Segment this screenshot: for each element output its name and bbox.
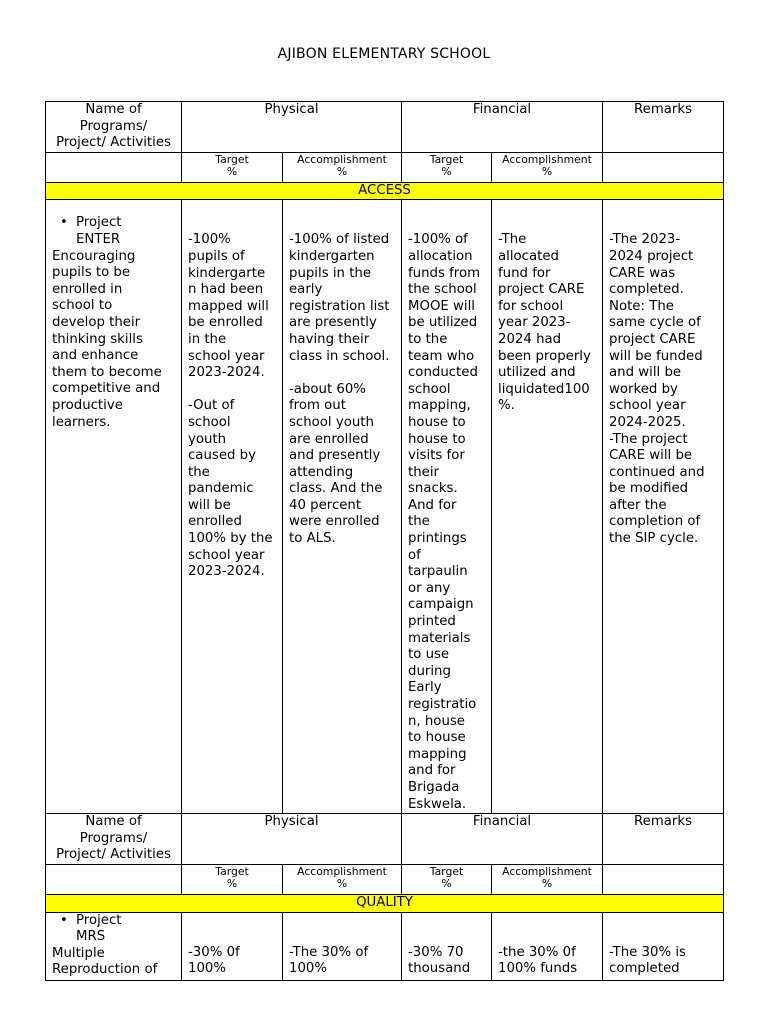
section-band-access <box>46 182 724 200</box>
page-title: AJIBON ELEMENTARY SCHOOL <box>277 46 491 62</box>
project-name: • Project ENTER <box>52 215 175 248</box>
subheader-financial-accomplishment: Accomplishment % <box>492 152 603 182</box>
subheader-physical-accomplishment: Accomplishment % <box>283 152 402 182</box>
project-name: • Project MRS <box>52 913 175 946</box>
subheader-physical-target: Target % <box>182 864 283 894</box>
project-description: Multiple Reproduction of <box>52 945 158 978</box>
remarks-cell: -The 30% is completed <box>603 912 724 980</box>
table-header-row <box>46 102 724 153</box>
table-row <box>46 200 724 814</box>
header-remarks: Remarks <box>603 814 724 865</box>
header-remarks: Remarks <box>603 102 724 153</box>
table-header-row <box>46 814 724 865</box>
table-row <box>46 912 724 980</box>
subheader-financial-accomplishment: Accomplishment % <box>492 864 603 894</box>
header-financial: Financial <box>402 102 603 153</box>
subheader-remarks-blank <box>603 152 724 182</box>
school-report-table <box>45 101 724 981</box>
subheader-blank <box>46 864 182 894</box>
financial-accomplishment-cell: -The allocated fund for project CARE for school year 2023- 2024 had been properly utilized and liquidated100 %. <box>492 200 603 814</box>
subheader-remarks-blank <box>603 864 724 894</box>
project-cell <box>46 912 182 980</box>
remarks-cell: -The 2023- 2024 project CARE was completed. Note: The same cycle of project CARE will be funded and will be worked by school year 2024-2025. -The project CARE will be continued and be modified after the completion of the SIP cycle. <box>603 200 724 814</box>
subheader-financial-target: Target % <box>402 864 492 894</box>
financial-target-cell: -30% 70 thousand <box>402 912 492 980</box>
table-subheader-row <box>46 152 724 182</box>
section-band-label: ACCESS <box>46 182 724 200</box>
project-cell <box>46 200 182 814</box>
subheader-blank <box>46 152 182 182</box>
section-band-quality <box>46 894 724 912</box>
financial-accomplishment-cell: -the 30% 0f 100% funds <box>492 912 603 980</box>
financial-target-cell: -100% of allocation funds from the school MOOE will be utilized to the team who conducted school mapping, house to house to visits for their snacks. And for the printings of tarpaulin or any campaign printed materials to use during Early registratio n, house to house mapping and for Brigada Eskwela. <box>402 200 492 814</box>
header-physical: Physical <box>182 102 402 153</box>
header-programs: Name of Programs/ Project/ Activities <box>46 814 182 865</box>
header-physical: Physical <box>182 814 402 865</box>
subheader-financial-target: Target % <box>402 152 492 182</box>
section-band-label: QUALITY <box>46 894 724 912</box>
table-subheader-row <box>46 864 724 894</box>
subheader-physical-accomplishment: Accomplishment % <box>283 864 402 894</box>
subheader-physical-target: Target % <box>182 152 283 182</box>
physical-target-cell: -100% pupils of kindergarte n had been mapped will be enrolled in the school year 2023-2024. -Out of school youth caused by the pandemic will be enrolled 100% by the school year 2023-2024. <box>182 200 283 814</box>
physical-accomplishment-cell: -The 30% of 100% <box>283 912 402 980</box>
project-description: Encouraging pupils to be enrolled in school to develop their thinking skills and enhance them to become competitive and productive learners. <box>52 248 162 430</box>
physical-target-cell: -30% 0f 100% <box>182 912 283 980</box>
header-financial: Financial <box>402 814 603 865</box>
header-programs: Name of Programs/ Project/ Activities <box>46 102 182 153</box>
physical-accomplishment-cell: -100% of listed kindergarten pupils in the early registration list are presently having their class in school. -about 60% from out school youth are enrolled and presently attending class. And the 40 percent were enrolled to ALS. <box>283 200 402 814</box>
